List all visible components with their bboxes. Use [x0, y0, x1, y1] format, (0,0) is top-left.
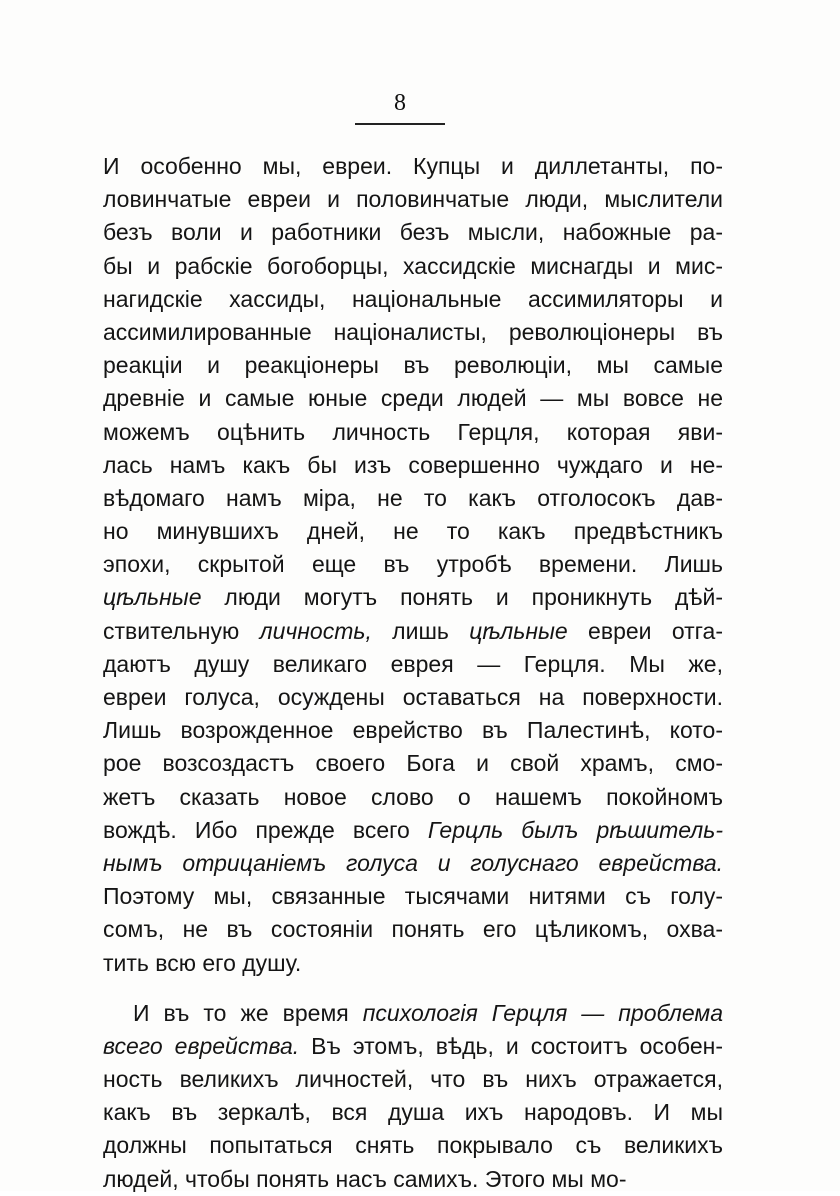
text-run: нагидскiе хассиды, нацiональные ассимиляторы и [103, 285, 723, 312]
body-text [103, 150, 723, 1196]
italic-run: цѣльные [103, 584, 202, 611]
text-run: реакцiи и реакцiонеры въ революцiи, мы самые [103, 352, 723, 379]
text-line [103, 615, 723, 648]
text-line [103, 714, 723, 747]
text-line [103, 515, 723, 548]
text-run: вѣдомаго намъ мiра, не то какъ отголосокъ дав- [103, 484, 723, 511]
text-run: даютъ душу великаго еврея — Герцля. Мы же, [103, 650, 723, 677]
paragraph [103, 150, 723, 980]
text-run: ассимилированные нацiоналисты, революцiонеры въ [103, 318, 723, 345]
text-line [103, 1129, 723, 1162]
text-line [103, 781, 723, 814]
text-line [103, 681, 723, 714]
text-line [103, 548, 723, 581]
text-run: ловинчатые евреи и половинчатые люди, мыслители [103, 186, 723, 213]
italic-run: нымъ отрицанiемъ голуса и голуснаго еврейства. [103, 849, 723, 876]
text-line [103, 747, 723, 780]
text-line [103, 183, 723, 216]
text-line [103, 847, 723, 880]
text-run: люди могутъ понять и проникнуть дѣй- [201, 584, 723, 611]
text-line [103, 349, 723, 382]
text-run: лась намъ какъ бы изъ совершенно чуждаго и не- [103, 451, 723, 478]
text-run: жетъ сказать новое слово о нашемъ покойномъ [103, 783, 723, 810]
italic-run: психологiя Герцля — проблема [362, 999, 723, 1026]
page-number: 8 [394, 90, 406, 116]
text-line [103, 482, 723, 515]
text-line [103, 382, 723, 415]
text-run: древнiе и самые юные среди людей — мы вовсе не [103, 385, 723, 412]
text-run: какъ въ зеркалѣ, вся душа ихъ народовъ. И мы [103, 1099, 723, 1126]
text-run: должны попытаться снять покрывало съ великихъ [103, 1132, 723, 1159]
italic-run: всего еврейства. [103, 1032, 300, 1059]
text-line [103, 416, 723, 449]
text-run: лишь [371, 617, 470, 644]
text-run: безъ воли и работники безъ мысли, набожные ра- [103, 219, 723, 246]
text-line [103, 880, 723, 913]
text-run: можемъ оцѣнить личность Герцля, которая яви- [103, 418, 723, 445]
text-run: но минувшихъ дней, не то какъ предвѣстникъ [103, 518, 723, 545]
text-line [103, 449, 723, 482]
text-run: людей, чтобы понять насъ самихъ. Этого мы мо- [103, 1165, 627, 1192]
text-run: ность великихъ личностей, что въ нихъ отражается, [103, 1066, 723, 1093]
text-run: И особенно мы, евреи. Купцы и диллетанты, по- [103, 153, 723, 179]
text-run: рое возсоздастъ своего Бога и свой храмъ, смо- [103, 750, 723, 777]
text-line [103, 997, 723, 1030]
text-run: Лишь возрожденное еврейство въ Палестинѣ, кото- [103, 717, 723, 744]
text-line [103, 1096, 723, 1129]
text-run: эпохи, скрытой еще въ утробѣ времени. Лишь [103, 551, 723, 578]
text-run: ствительную [103, 617, 260, 644]
text-run: Въ этомъ, вѣдь, и состоитъ особен- [299, 1032, 723, 1059]
text-line [103, 913, 723, 946]
paragraph [103, 997, 723, 1196]
text-run: тить всю его душу. [103, 949, 302, 976]
italic-run: личность, [259, 617, 372, 644]
text-line [103, 150, 723, 183]
text-run: сомъ, не въ состоянiи понять его цѣликомъ, охва- [103, 916, 723, 943]
text-line [103, 283, 723, 316]
text-run: бы и рабскiе богоборцы, хассидскiе миснагды и мис- [103, 252, 723, 279]
text-line [103, 581, 723, 614]
text-line [103, 250, 723, 283]
text-line [103, 1030, 723, 1063]
text-line [103, 316, 723, 349]
text-line [103, 648, 723, 681]
text-line [103, 216, 723, 249]
italic-run: Герцль былъ рѣшитель- [427, 816, 723, 843]
italic-run: цѣльные [469, 617, 568, 644]
text-line [103, 947, 723, 980]
text-line [103, 814, 723, 847]
text-run: И въ то же время [133, 999, 363, 1026]
text-run: евреи отга- [567, 617, 723, 644]
page-number-rule [355, 123, 445, 125]
text-run: вождѣ. Ибо прежде всего [103, 816, 428, 843]
text-run: евреи голуса, осуждены оставаться на поверхности. [103, 684, 723, 710]
text-run: Поэтому мы, связанные тысячами нитями съ голу- [103, 883, 723, 910]
text-line [103, 1063, 723, 1096]
paragraph-gap [103, 980, 723, 997]
